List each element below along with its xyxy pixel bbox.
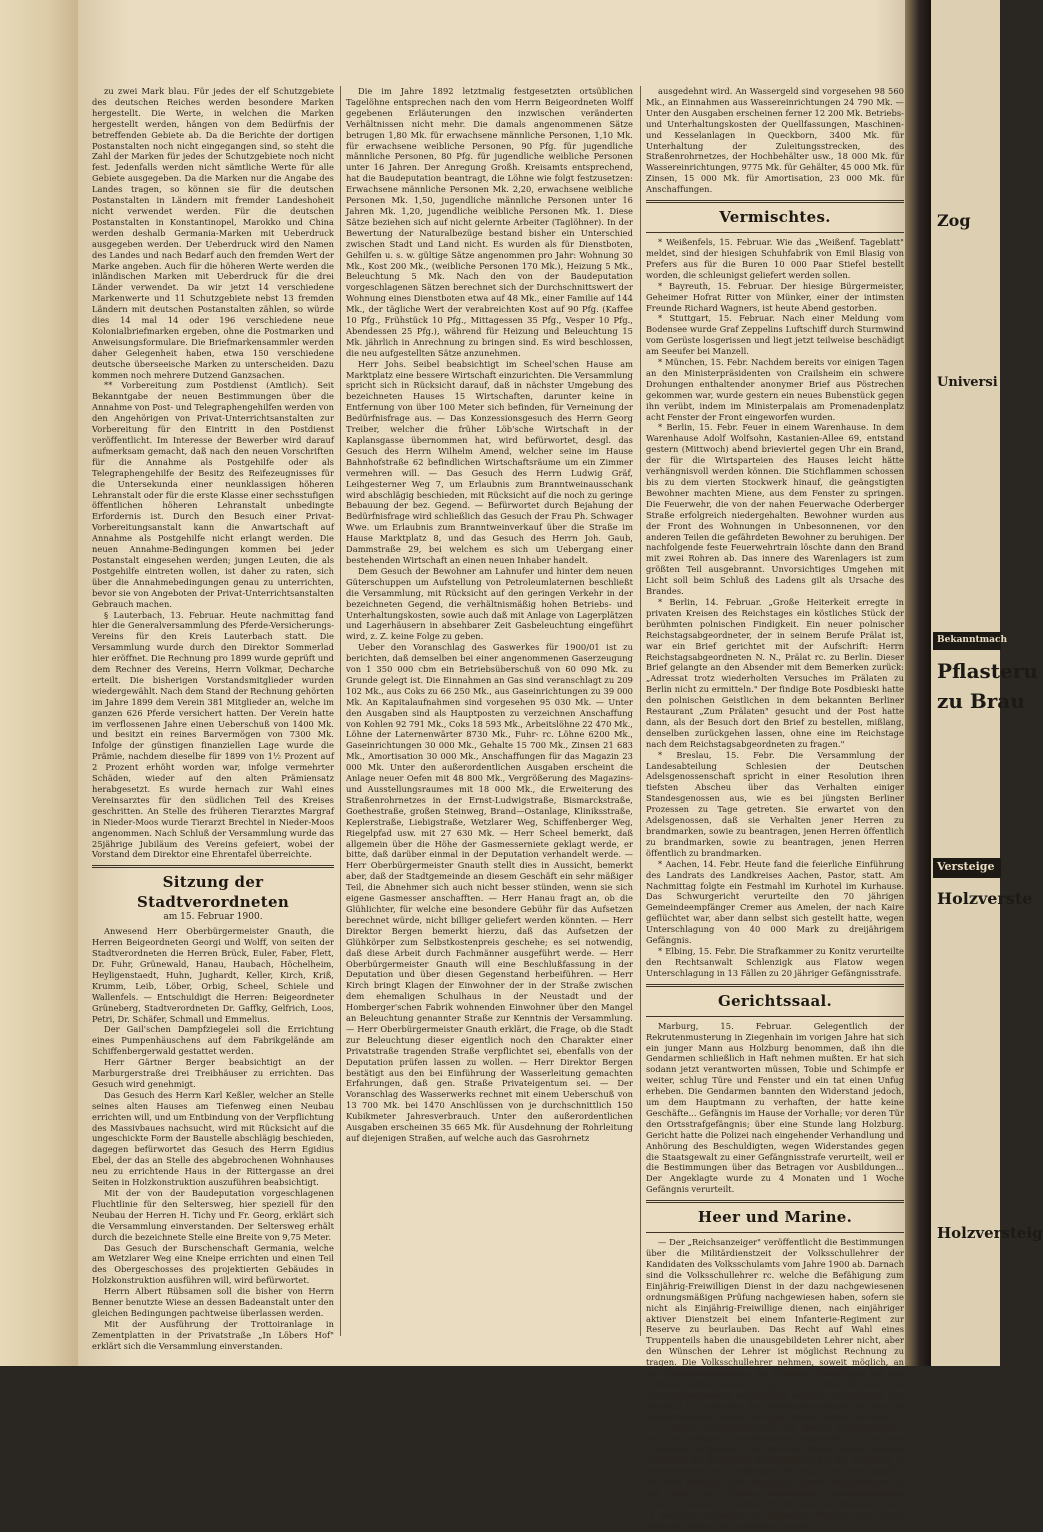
adjacent-heading: Holzverste [937, 889, 1033, 908]
article-paragraph: Marburg, 15. Februar. Gelegentlich der Rekrutenmusterung in Ziegenhain im vorigen Jahre hat sich ein junger Mann aus Holzburg benommen, daß ihn die Gendarmen schließlich in Haft nehmen mußten. Er hat sich sodann jetzt verantworten müssen, Tobie und Schimpfe er weiter, schlug Türe und Fenster und ein tat einen Unfug erheben. Die Gendarmen bannten den Widerstand jedoch, um dem Hauptmann zu verhaften, der hatte keine Geschäfte... Gefängnis im Hause der Vorhalle; vor deren Tür den Ortsstrafgefängnis; über eine Stunde lang Holzburg. Gericht hatte die Polizei nach eingehender Verhandlung und Anhörung des Beschuldigten, wegen Widerstandes gegen die Staatsgewalt zu einer Gefängnisstrafe verurteilt, weil er die Bestimmungen über das Betragen vor Ausbildungen... Der Angeklagte wurde zu 4 Monaten und 1 Woche Gefängnis verurteilt. [646, 1020, 904, 1195]
article-paragraph: Herr Gärtner Berger beabsichtigt an der Marburgerstraße drei Treibhäuser zu errichten. Das Gesuch wird genehmigt. [92, 1057, 334, 1089]
article-paragraph: Herrn Albert Rübsamen soll die bisher von Herrn Benner benutzte Wiese an dessen Badeanstalt unter den gleichen Bedingungen pachtweise überlassen werden. [92, 1286, 334, 1318]
divider [92, 865, 334, 868]
article-paragraph: zu zwei Mark blau. Für jedes der elf Schutzgebiete des deutschen Reiches werden besondere Marken hergestellt. Die Werte, in welchen die Marken hergestellt werden, hängen von dem Bedürfnis der betreffenden Gebiete ab. Da die Berichte der dortigen Postanstalten noch nicht eingegangen sind, so steht die Zahl der Marken für jedes der Schutzgebiete noch nicht fest. Jedenfalls werden nicht sämtliche Werte für alle Gebiete ausgegeben. Da die Marken nur die Angabe des Landes tragen, so können sie für die deutschen Postanstalten in Ländern mit fremder Landeshoheit nicht verwendet werden. Für die deutschen Postanstalten in Konstantinopel, Marokko und China werden deshalb Germania-Marken mit Ueberdruck ausgegeben werden. Der Ueberdruck wird den Namen des Landes und nach Bedarf auch den fremden Wert der Marke angeben. Auch für die höheren Werte werden die inländischen Marken mit Ueberdruck für die drei Länder verwendet. Da wir jetzt 14 verschiedene Markenwerte und 11 Schutzgebiete nebst 13 fremden Ländern mit deutschen Postanstalten zählen, so würde dies 14 mal 14 oder 196 verschiedene neue Kolonialbriefmarken ergeben, ohne die Postmarken und Anweisungsformulare. Die Briefmarkensammler werden daher Gelegenheit haben, etwa 150 verschiedene deutsche überseeische Marken zu unterscheiden. Dazu kommen noch mehrere Dutzend Ganzsachen. [92, 86, 334, 380]
divider [646, 232, 904, 233]
divider [646, 1200, 904, 1203]
section-date: am 15. Februar 1900. [163, 912, 263, 923]
adjacent-heading: Zog [937, 211, 971, 230]
column-separator [640, 86, 641, 1336]
article-paragraph: Mit der von der Baudeputation vorgeschlagenen Fluchtlinie für den Seltersweg, hier speziell für den Neubau der Herren H. Tichy und Fr. Georg, erklärt sich die Versammlung einverstanden. Der Seltersweg erhält durch die bezeichnete Stelle eine Breite von 9,75 Meter. [92, 1188, 334, 1242]
section-heading: Gerichtssaal. [717, 991, 833, 1010]
section-heading: Sitzung der Stadtverordneten [136, 873, 290, 912]
article-paragraph: * Militär-Luftschifferwesen. Die oberste Militärbehörde, der das Militär-Luftschifferwesen unterstellt ist, hat den Grundsatz aufgestellt, daß nur den Ballon beobachtenden Offizieren die besondere Weiterbildung bei der Abteilung in theoretischer wie praktischer Richtung erhalten müssen. Mit dem heutigen Jahre beginnend findet infolgedessen ein auf etwa vier Monate berechneter, neunmonatlicher Unterrichts-Kurs für sämtliche Offiziere der Abteilung statt, in welchem dieselben in folgenden Fächern und durch folgende Stellen weitergebildet werden: [646, 1422, 904, 1531]
article-paragraph: * Weißenfels, 15. Februar. Wie das „Weißenf. Tageblatt" meldet, sind der hiesigen Schuhfabrik von Emil Blasig von Prefers aus für die Buren 10 000 Paar Stiefel bestellt worden, die schleunigst geliefert werden sollen. [646, 237, 904, 280]
column-3 [646, 86, 904, 1531]
article-paragraph: ausgedehnt wird. An Wassergeld sind vorgesehen 98 560 Mk., an Einnahmen aus Wassereinrichtungen 24 790 Mk. — Unter den Ausgaben erscheinen ferner 12 200 Mk. Betriebs- und Unterhaltungskosten der Quellfassungen, Maschinen- und Kesselanlagen in Queckborn, 3400 Mk. für Unterhaltung der Zuleitungsstrecken, des Straßenrohrnetzes, der Hochbehälter usw., 18 000 Mk. für Wassereinrichtungen, 9775 Mk. für Gehälter, 45 000 Mk. für Zinsen, 15 000 Mk. für Amortisation, 23 000 Mk. für Anschaffungen. [646, 86, 904, 195]
column-1 [92, 86, 334, 1351]
article-paragraph: § Lauterbach, 13. Februar. Heute nachmittag fand hier die Generalversammlung des Pferde-Versicherungs-Vereins für den Kreis Lauterbach statt. Die Versammlung wurde durch den Direktor Sommerlad hier eröffnet. Die Rechnung pro 1899 wurde geprüft und dem Rechner des Vereins, Herrn Volkmar, Decharche erteilt. Die bisherigen Vorstandsmitglieder wurden wiedergewählt. Nach dem Stand der Rechnung gehörten im Jahre 1899 dem Verein 381 Mitglieder an, welche im ganzen 626 Pferde versichert hatten. Der Verein hatte im verflossenen Jahre einen Ueberschuß von 1400 Mk. und besitzt ein reines Barvermögen von 7300 Mk. Infolge der günstigen finanziellen Lage wurde die Prämie, nachdem dieselbe für 1899 von 1½ Prozent auf 2 Prozent erhöht worden war, infolge vermehrter Schäden, wieder auf den alten Prämiensatz herabgesetzt. Es wurde hernach zur Wahl eines Vereinsarztes für den südlichen Teil des Kreises geschritten. An Stelle des früheren Tierarztes Margraf in Nieder-Moos wurde Tierarzt Brechtel in Nieder-Moos angenommen. Nach Schluß der Versammlung wurde das 25jährige Jubiläum des Vereins gefeiert, wobei der Vorstand dem Direktor eine Ehrentafel überreichte. [92, 609, 334, 860]
column-separator [340, 86, 341, 1336]
divider [646, 1232, 904, 1233]
adjacent-heading: Versteige [937, 860, 995, 873]
article-paragraph: * Bayreuth, 15. Februar. Der hiesige Bürgermeister, Geheimer Hofrat Ritter von Münker, einer der intimsten Freunde Richard Wagners, ist heute Abend gestorben. [646, 280, 904, 313]
article-paragraph: Das Gesuch der Burschenschaft Germania, welche am Wetzlarer Weg eine Kneipe errichten und einen Teil des Obergeschosses des projektierten Gebäudes in Holzkonstruktion ausführen will, wird befürwortet. [92, 1242, 334, 1286]
article-paragraph: Das Gesuch des Herrn Karl Keßler, welcher an Stelle seines alten Hauses am Tiefenweg einen Neubau errichten will, und um Entbindung von der Verpflichtung des Massivbaues nachsucht, wird mit Rücksicht auf die ungeschickte Form der Baustelle abschlägig beschieden, dagegen befürwortet das Gesuch des Herrn Egidius Ebel, der das an Stelle des abgebrochenen Wohnhauses neu zu errichtende Haus in der Rittergasse an drei Seiten in Holzkonstruktion auszuführen beabsichtigt. [92, 1089, 334, 1188]
adjacent-heading: Holzversteig [937, 1224, 1043, 1242]
adjacent-heading: Universi [937, 375, 998, 390]
article-paragraph: ** Vorbereitung zum Postdienst (Amtlich). Seit Bekanntgabe der neuen Bestimmungen über die Annahme von Post- und Telegraphengehilfen werden von den Angehörigen von Privat-Unterrichtsanstalten zur Vorbereitung für den Eintritt in den Postdienst veröffentlicht. Im Interesse der Bewerber wird darauf aufmerksam gemacht, daß nach den neuen Vorschriften für die Annahme als Postgehilfe oder als Telegraphengehilfe der Besitz des Reifezeugnisses für die Untersekunda einer neunklassigen höheren Lehranstalt oder für die erste Klasse einer sechsstufigen öffentlichen höheren Lehranstalt unbedingte Erfordernis ist. Durch den Besuch einer Privat-Vorbereitungsanstalt kann die Anwartschaft auf Annahme als Postgehilfe nicht erlangt werden. Die neuen Annahme-Bedingungen kommen bei jeder Postanstalt eingesehen werden; jungen Leuten, die als Postgehilfe eintreten wollen, ist daher zu raten, sich über die Annahmebedingungen genau zu unterrichten, bevor sie von Angeboten der Privat-Unterrichtsanstalten Gebrauch machen. [92, 380, 334, 609]
article-paragraph: Der Gail'schen Dampfziegelei soll die Errichtung eines Pumpenhäuschens auf dem Fabrikgelände am Schiffenbergerwald gestattet werden. [92, 1024, 334, 1057]
article-paragraph: Die im Jahre 1892 letztmalig festgesetzten ortsüblichen Tagelöhne entsprechen nach den vom Herrn Beigeordneten Wolff gegebenen Erläuterungen den inzwischen veränderten Verhältnissen nicht mehr. Die damals angenommenen Sätze betrugen 1,80 Mk. für erwachsene männliche Personen, 1,10 Mk. für erwachsene weibliche Personen, 90 Pfg. für jugendliche männliche Personen, 80 Pfg. für jugendliche weibliche Personen unter 16 Jahren. Der Anregung Großh. Kreisamts entsprechend, hat die Baudeputation beantragt, die Löhne wie folgt festzusetzen: Erwachsene männliche Personen Mk. 2,20, erwachsene weibliche Personen Mk. 1,50, jugendliche männliche Personen unter 16 Jahren Mk. 1,20, jugendliche weibliche Personen Mk. 1. Diese Sätze beziehen sich auf nicht gelernte Arbeiter (Taglöhner). In der Bewertung der Naturalbezüge bestand bisher ein Unterschied zwischen Stadt und Land nicht. Es wurden als für Dienstboten, Gehilfen u. s. w. gültige Sätze angenommen pro Jahr: Wohnung 30 Mk., Kost 200 Mk., (weibliche Personen 170 Mk.), Heizung 5 Mk., Beleuchtung 5 Mk. Nach den von der Baudeputation vorgeschlagenen Sätzen berechnet sich der Durchschnittswert der Wohnung eines Dienstboten etwa auf 48 Mk., einer Familie auf 144 Mk., der tägliche Wert der verabreichten Kost auf 90 Pfg. (Kaffee 10 Pfg., Frühstück 10 Pfg., Mittagessen 35 Pfg., Vesper 10 Pfg., Abendessen 25 Pfg.), während für Heizung und Beleuchtung 15 Mk. jährlich in Anrechnung zu bringen sind. Es wird beschlossen, die neu aufgestellten Sätze anzunehmen. [346, 86, 633, 358]
adjacent-heading: Pflasteru [937, 659, 1038, 683]
article-paragraph: * Stuttgart, 15. Februar. Nach einer Meldung vom Bodensee wurde Graf Zeppelins Luftschiff durch Sturmwind vom Gerüste losgerissen und liegt jetzt teilweise beschädigt am Seeufer bei Manzell. [646, 313, 904, 357]
divider [646, 1016, 904, 1017]
column-2 [346, 86, 633, 1336]
article-paragraph: Dem Gesuch der Bewohner am Lahnufer und hinter dem neuen Güterschuppen um Aufstellung von Petroleumlaternen beschließt die Versammlung, mit Rücksicht auf den geringen Verkehr in der bezeichneten Gegend, die verhältnismäßig hohen Betriebs- und Unterhaltungskosten, sowie auch daß mit Anlage von Lagerplätzen und Lagerhäusern in absehbarer Zeit Gasbeleuchtung eingeführt wird, z. Z. keine Folge zu geben. [346, 565, 633, 642]
divider [646, 200, 904, 203]
adjacent-page-fragment [931, 0, 1043, 1366]
divider [646, 984, 904, 987]
book-gutter [905, 0, 931, 1366]
article-paragraph: * Berlin, 15. Febr. Feuer in einem Warenhause. In dem Warenhause Adolf Wolfsohn, Kastanien-Allee 69, entstand gestern (Mittwoch) abend brieviertel gegen Uhr ein Brand, der für die Wirtsparteien des Hauses leicht hätte verhängnisvoll werden können. Die Stichflammen schossen bis zu dem vierten Stockwerk hinauf, die geängstigten Bewohner machten Miene, aus dem Fenster zu springen. Die Feuerwehr, die von der nahen Feuerwache Oderberger Straße erfolgreich niedergehalten. Bewohner wurden aus der Front des Wohnungen in Unbesonnenen, vor den anderen Teilen die gefährdeten Bewohner zu beruhigen. Der nachfolgende feste Feuerwehrtrain löschte dann den Brand mit zwei Rohren ab. Das innere des Warenlagers ist zum größten Teil ausgebrannt. Unvorsichtiges Umgehen mit Licht soll beim Schluß des Ladens gilt als Ursache des Brandes. [646, 422, 904, 597]
article-paragraph: * Elbing, 15. Febr. Die Strafkammer zu Konitz verurteilte den Rechtsanwalt Schlenzigk aus Flatow wegen Unterschlagung in 13 Fällen zu 20 jähriger Gefängnisstrafe. [646, 945, 904, 978]
article-paragraph: — Der „Reichsanzeiger" veröffentlicht die Bestimmungen über die Militärdienstzeit der Volksschullehrer der Kandidaten des Volksschulamts vom Jahre 1900 ab. Darnach sind die Volksschullehrer rc. welche die Befähigung zum Einjährig-Freiwilligen Dienst in der dazu nachgewiesenen ordnungsmäßigen Prüfung nachgewiesen haben, sofern sie nicht als Einjährig-Freiwillige dienen, nach einjähriger aktiver Dienstzeit bei einem Infanterie-Regiment zur Reserve zu beurlauben. Das Recht auf Wahl eines Truppenteils haben die unausgebildeten Lehrer nicht, aber den Wünschen der Lehrer ist möglichst Rechnung zu tragen. Die Volksschullehrer nehmen, soweit möglich, an der Rekrutenausbildung der Einjährig-Freiwilligen teil und erhalten neben dieser, zugleich, zu Unteroffizieren des Beurlaubtenstandes ausgebildet werden. Hinsichtlich der Auswahl zu Uebungen der Beurlaubtenstandes werden die Volksschullehrer wie die übrigen Mannschaften behandelt. [646, 1237, 904, 1422]
article-paragraph: * Breslau, 15. Febr. Die Versammlung der Landesabteilung Schlesien der Deutschen Adelsgenossenschaft spricht in einer Resolution ihren tiefsten Abscheu über das Verhalten einiger Standesgenossen aus, wie es bei jüngsten Berliner Prozessen zu Tage getreten. Sie erwartet von den Adelsgenossen, daß sie Verhalten jener Herren zu brandmarken, sowie zu beantragen, jenen Herren öffentlich zu brandmarken, sowie zu beantragen, jenen Herren öffentlich zu brandmarken. [646, 749, 904, 858]
section-heading: Vermischtes. [719, 208, 831, 227]
section-heading: Heer und Marine. [697, 1208, 853, 1227]
article-paragraph: * Aachen, 14. Febr. Heute fand die feierliche Einführung des Landrats des Landkreises Aachen, Pastor, statt. Am Nachmittag folgte ein Festmahl im Kurhotel im Kurhause. Das Schwurgericht verurteilte den 70 jährigen Gemeindeempfänger Cremer aus Amelen, der nach Kaire geflüchtet war, aber dann selbst sich gestellt hatte, wegen Unterschlagung von 40 000 Mark zu dreijährigem Gefängnis. [646, 858, 904, 946]
article-paragraph: Ueber den Voranschlag des Gaswerkes für 1900/01 ist zu berichten, daß demselben bei einer angenommenen Gaserzeugung von 1 350 000 cbm ein Betriebsüberschuß von 60 090 Mk. zu Grunde gelegt ist. Die Einnahmen an Gas sind veranschlagt zu 209 102 Mk., aus Coks zu 66 250 Mk., aus Gaseinrichtungen zu 39 000 Mk. An Kapitalaufnahmen sind vorgesehen 95 030 Mk. — Unter den Ausgaben sind als Hauptposten zu verzeichnen Anschaffung von Kohlen 92 791 Mk., Coks 18 593 Mk., Arbeitslöhne 22 470 Mk., Löhne der Laternenwärter 8730 Mk., Fuhr- rc. Löhne 6200 Mk., Gaseinrichtungen 30 000 Mk., Gehalte 15 700 Mk., Zinsen 21 683 Mk., Amortisation 30 000 Mk., Anschaffungen für das Magazin 23 000 Mk. Unter den außerordentlichen Ausgaben erscheint die Anlage neuer Oefen mit 48 800 Mk., Vergrößerung des Magazins- und Ausstellungsraumes mit 18 000 Mk., die Erweiterung des Straßenrohrnetzes in der Ernst-Ludwigstraße, Bismarckstraße, Goethestraße, großen Steinweg, Brand—Ostanlage, Kliniksstraße, Keplerstraße, Liebigstraße, Wetzlarer Weg, Schiffenberger Weg, Riegelpfad usw. mit 27 630 Mk. — Herr Scheel bemerkt, daß allgemein über die Höhe der Gasmesserniete geklagt werde, er bitte, daß darüber einmal in der Deputation verhandelt werde. — Herr Oberbürgermeister Gnauth stellt dies in Aussicht, bemerkt aber, daß der Stadtgemeinde an diesem Geschäft ein sehr mäßiger Teil, die Abnehmer sich auch nicht besser stünden, wenn sie sich eigene Gasmesser anschafften. — Herr Hanau fragt an, ob die Glühlichter, für welche eine besondere Gebühr für das Aufsetzen berechnet würde, nicht billiger geliefert werden könnten. — Herr Direktor Bergen bemerkt hierzu, daß das Aufsetzen der Glühkörper zum Selbstkostenpreis geschehe; es sei notwendig, daß diese Arbeit durch Fachmänner ausgeführt werde. — Herr Oberbürgermeister Gnauth will eine Beschlußfassung in der Deputation und über diesen Gegenstand herbeiführen. — Herr Kirch bringt Klagen der Einwohner der in der Straße zwischen dem ehemaligen Schulhaus in der Neustadt und der Homberger'schen Fabrik wohnenden Einwohner über den Mangel an Beleuchtung genannter Straße zur Kenntnis der Versammlung. — Herr Oberbürgermeister Gnauth erklärt, die Frage, ob die Stadt zur Beleuchtung dieser eigentlich noch den Charakter einer Privatstraße tragenden Straße verpflichtet sei, ebenfalls von der Deputation prüfen lassen zu wollen. — Herr Direktor Bergen bestätigt aus den bei Einführung der Wasserleitung gemachten Erfahrungen, daß gen. Straße Privateigentum sei. — Der Voranschlag des Wasserwerks rechnet mit einem Ueberschuß von 13 700 Mk. bei 1470 Anschlüssen von je durchschnittlich 150 Kubikmeter Jahresverbrauch. Unter den außerordentlichen Ausgaben erscheinen 35 665 Mk. für Ausdehnung der Rohrleitung auf diejenigen Straßen, auf welche auch das Gasrohrnetz [346, 642, 633, 1143]
adjacent-heading: Bekanntmach [937, 635, 1008, 645]
adjacent-heading: zu Brau [937, 689, 1025, 713]
article-paragraph: Herr Johs. Seibel beabsichtigt im Scheel'schen Hause am Marktplatz eine bessere Wirtschaft einzurichten. Die Versammlung spricht sich in Rücksicht darauf, daß in nächster Umgebung des bezeichneten Hauses 15 Wirtschaften, darunter keine in Entfernung von über 100 Meter sich befinden, für Verneinung der Bedürfnisfrage aus. — Das Konzessionsgesuch des Herrn Georg Treiber, welcher die früher Löb'sche Wirtschaft in der Kaplansgasse übernommen hat, wird befürwortet, desgl. das Gesuch des Herrn Wilhelm Amend, welcher seine im Hause Bahnhofstraße 62 befindlichen Wirtschaftsräume um ein Zimmer vermehren will. — Das Gesuch des Herrn Ludwig Gräf, Leihgesterner Weg 7, um Erlaubnis zum Branntweinausschank wird abschlägig beschieden, mit Rücksicht auf die noch zu geringe Bebauung der bez. Gegend. — Befürwortet durch Bejahung der Bedürfnisfrage wird schließlich das Gesuch der Frau Ph. Schwager Wwe. um Erlaubnis zum Branntweinverkauf über die Straße im Hause Marktplatz 8, und das Gesuch des Herrn Joh. Gaub, Dammstraße 29, bei welchem es sich um Uebergang einer bestehenden Wirtschaft an einen neuen Inhaber handelt. [346, 358, 633, 565]
article-paragraph: * Berlin, 14. Februar. „Große Heiterkeit erregte in privaten Kreisen des Reichstages ein köstliches Stück der berühmten polnischen Findigkeit. Ein neuer polnischer Reichstagsabgeordneter, der in seinem Berufe Prälat ist, war ein Brief gerichtet mit der Aufschrift: Herrn Reichstagsabgeordneten N. N., Prälat rc. zu Berlin. Dieser Brief gelangte an den Absender mit dem Bemerken zurück: „Adressat trotz wiederholten Versuches im Prälaten zu Berlin nicht zu ermitteln." Der findige Bote Posdbieski hatte den polnischen Geistlichen in dem bekannten Berliner Restaurant „Zum Prälaten" gesucht und der Post hatte dann, als der Besuch dort den Brief zu bestellen, mißlang, denselben zurückgehen lassen, ohne eine im Reichstage nach dem Reichstagsabgeordneten zu fragen." [646, 596, 904, 749]
article-paragraph: * München, 15. Febr. Nachdem bereits vor einigen Tagen an den Ministerpräsidenten von Crailsheim ein schwere Drohungen enthaltender anonymer Brief aus Pöstrechen gekommen war, wurde gestern ein neues Bubenstück gegen ihn verübt, indem im Ministerpalais am Promenadenplatz acht Fenster der Front eingeworfen wurden. [646, 357, 904, 422]
article-paragraph: Anwesend Herr Oberbürgermeister Gnauth, die Herren Beigeordneten Georgi und Wolff, von seiten der Stadtverordneten die Herren Brück, Euler, Faber, Flett, Dr. Fuhr, Grünewald, Hanau, Haubach, Höchelheim, Heyligenstaedt, Huhn, Jughardt, Keller, Kirch, Kriß, Krumm, Leib, Löber, Orbig, Scheel, Schiele und Wallenfels. — Entschuldigt die Herren: Beigeordneter Grüneberg, Stadtverordneten Dr. Gaffky, Gelfrich, Loos, Petri, Dr. Schäfer, Schmall und Emmelius. [92, 926, 334, 1024]
page-margin [0, 0, 78, 1366]
article-paragraph: Mit der Ausführung der Trottoiranlage in Zementplatten in der Privatstraße „In Löbers Hof" erklärt sich die Versammlung einverstanden. [92, 1318, 334, 1351]
